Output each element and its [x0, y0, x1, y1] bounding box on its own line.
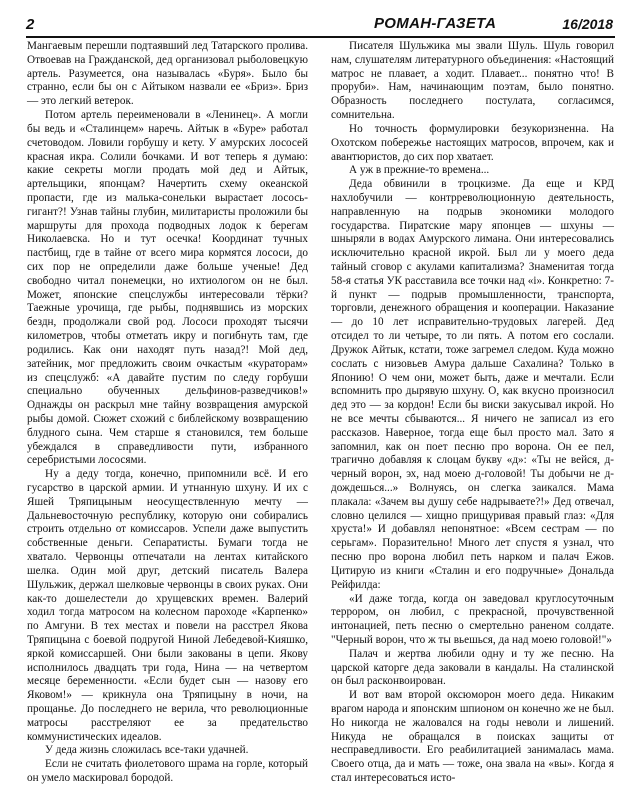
paragraph: Потом артель переименовали в «Ленинец». А могли бы ведь и «Сталинцем» наречь. Айтык в «Буре» работал счетоводом. Ловили горбушу и кету. У амурских лососей красная икра. Солили бочками. И вот теперь я думаю: какие секреты могли продать мой дед и Айтык, артельщики, японцам? Начертить схему океанской пропасти, где из малька-сонельки вырастает лосось-гигант?! Узнав тайны глубин, милитаристы проложили бы маршруты для прохода подводных лодок к берегам Николаевска. Но и тут осечка! Координат тучных пастбищ, где в тайне от всего мира кормятся лососи, до сих пор не определили даже больше ученые! Дед свободно читал понемецки, но ихтиологом он не был. Может, японские спецслужбы интересовали тёрки? Таежные урочища, где рыбы, поднявшись из морских бездн, продолжали свой род. Лососи проходят тысячи километров, чтобы отметать икру и погибнуть там, где родились. Как они находят путь назад?! Мой дед, затейник, мог предложить своим очкастым «кураторам» из спецслужб: «А давайте пустим по следу горбуши специально обученных дельфинов-разведчиков!» Однажды он раскрыл мне тайну возвращения амурской рыбы домой. Сюжет схожий с библейскому возвращению блудного сына. Чем старше я становился, тем больше убеждался в справедливости пути, избранного серебристыми лососями.	[27, 109, 308, 467]
journal-title: РОМАН-ГАЗЕТА	[374, 15, 497, 32]
paragraph: Мангаевым перешли подтаявший лед Татарского пролива. Отвоевав на Гражданской, дед организовал рыболовецкую артель. Разумеется, она называлась «Буря». Было бы странно, если бы он с Айтыком назвали ее «Бриз». Бриз — это легкий ветерок.	[27, 40, 308, 108]
quotation: «И даже тогда, когда он заведовал круглосуточным террором, он любил, с прекрасной, прочувственной интонацией, петь песню о смертельно раненом солдате. "Черный ворон, что ж ты вьешься, да над моею головой!"»	[331, 592, 614, 646]
running-header	[26, 14, 615, 38]
right-text-column	[331, 40, 614, 786]
paragraph: И вот вам второй оксюморон моего деда. Никаким врагом народа и японским шпионом он конечно же не был. Но никогда не жаловался на годы неволи и лишений. Никуда не обращался в поисках защиты от несправедливости. Его реабилитацией занималась мама. Своего отца, да и мать — тоже, она звала на «вы». Когда я стал интересоваться исто-	[331, 689, 614, 785]
page-number: 2	[26, 16, 35, 33]
left-text-column	[27, 40, 308, 786]
paragraph: Если не считать фиолетового шрама на горле, который он умело маскировал бородой.	[27, 758, 308, 785]
issue-number: 16/2018	[562, 16, 613, 32]
paragraph: Но точность формулировки безукоризненна. На Охотском побережье настоящих матросов, впрочем, как и авантюристов, до сих пор хватает.	[331, 122, 614, 163]
paragraph: Писателя Шульжика мы звали Шуль. Шуль говорил нам, слушателям литературного объединения: «Настоящий матрос не плавает, а ходит. Плавает... понятно что! В проруби». Нам, начинающим поэтам, было понятно. Образность последнего постулата, согласимся, сомнительна.	[331, 40, 614, 122]
paragraph: Деда обвинили в троцкизме. Да еще и КРД нахлобучили — контрреволюционную деятельность, направленную на подрыв экономики молодого государства. Пиратские мару японцев — шхуны — шныряли в водах Амурского лимана. Они интересовались исключительно красной икрой. Был ли у моего деда тайный сговор с акулами капитализма? Знаменитая тогда 58-я статья УК расставила все точки над «i». Конкретно: 7-й пункт — подрыв промышленности, транспорта, торговли, денежного обращения и кооперации. Наказание — до 10 лет исправительно-трудовых лагерей. Дед отсидел то ли четыре, то ли пять. А потом его сослали. Дружок Айтык, кстати, тоже загремел следом. Куда можно сослать с низовьев Амура дальше Сахалина? Только в Японию! О чем они, может быть, даже и мечтали. Если вспомнить про дырявую шхуну. О, как вкусно произносил дед это — за кордон! Если бы виски закусывал икрой. Но не все мечты сбываются... Я ничего не записал из его рассказов. Наверное, тогда еще был просто мал. Зато я запомнил, как он поет песню про ворона. Он ее пел, трагично добавляя к слоцам букву «д»: «Ты не вейся, д-черный ворон, эх, над моею д-головой! Ты добычи не д-дождешься...» Волнуясь, он слегка заикался. Мама плакала: «Зачем вы душу себе надрываете?!» Дед отвечал, словно целился — хищно прищуривая правый глаз: «Для хруста!» И добавлял непонятное: «Всем сестрам — по серьгам». Поразительно! Много лет спустя я узнал, что песню про ворона любил петь нарком и палач Ежов. Цитирую из книги «Сталин и его подручные» Дональда Рейфилда:	[331, 178, 614, 591]
paragraph: А уж в прежние-то времена...	[349, 164, 490, 177]
paragraph: Ну а деду тогда, конечно, припомнили всё. И его гусарство в царской армии. И утнанную шхуну. И их с Яшей Тряпицыным неосуществленную мечту — Дальневосточную республику, которую они собирались строить отдельно от комиссаров. Успели даже выпустить собственные деньги. Сепаратисты. Бумаги тогда не хватало. Червонцы отпечатали на лентах китайского шелка. Один мой друг, детский писатель Валера Шульжик, держал шелковые червонцы в своих руках. Они как-то дошелестели до хрущевских времен. Валерий ходил тогда матросом на колесном пароходе «Карпенко» по Амгуни. В тех местах и повели на расстрел Якова Тряпицына с боевой подругой Ниной Лебедевой-Кияшко, яркой комиссаршей. Они были закованы в цепи. Якову исполнилось двадцать три года, Нина — на четвертом месяце беременности. «Если будет сын — назову его Яковом!» — крикнула она Тряпицыну в ночи, на прощанье. До последнего не верила, что революционные матросы расстреляют ее за предательство коммунистических идеалов.	[27, 468, 308, 743]
paragraph: У деда жизнь сложилась все-таки удачней.	[45, 744, 249, 757]
paragraph: Палач и жертва любили одну и ту же песню. На царской каторге деда заковали в кандалы. На сталинской он был расконвоирован.	[331, 647, 614, 688]
